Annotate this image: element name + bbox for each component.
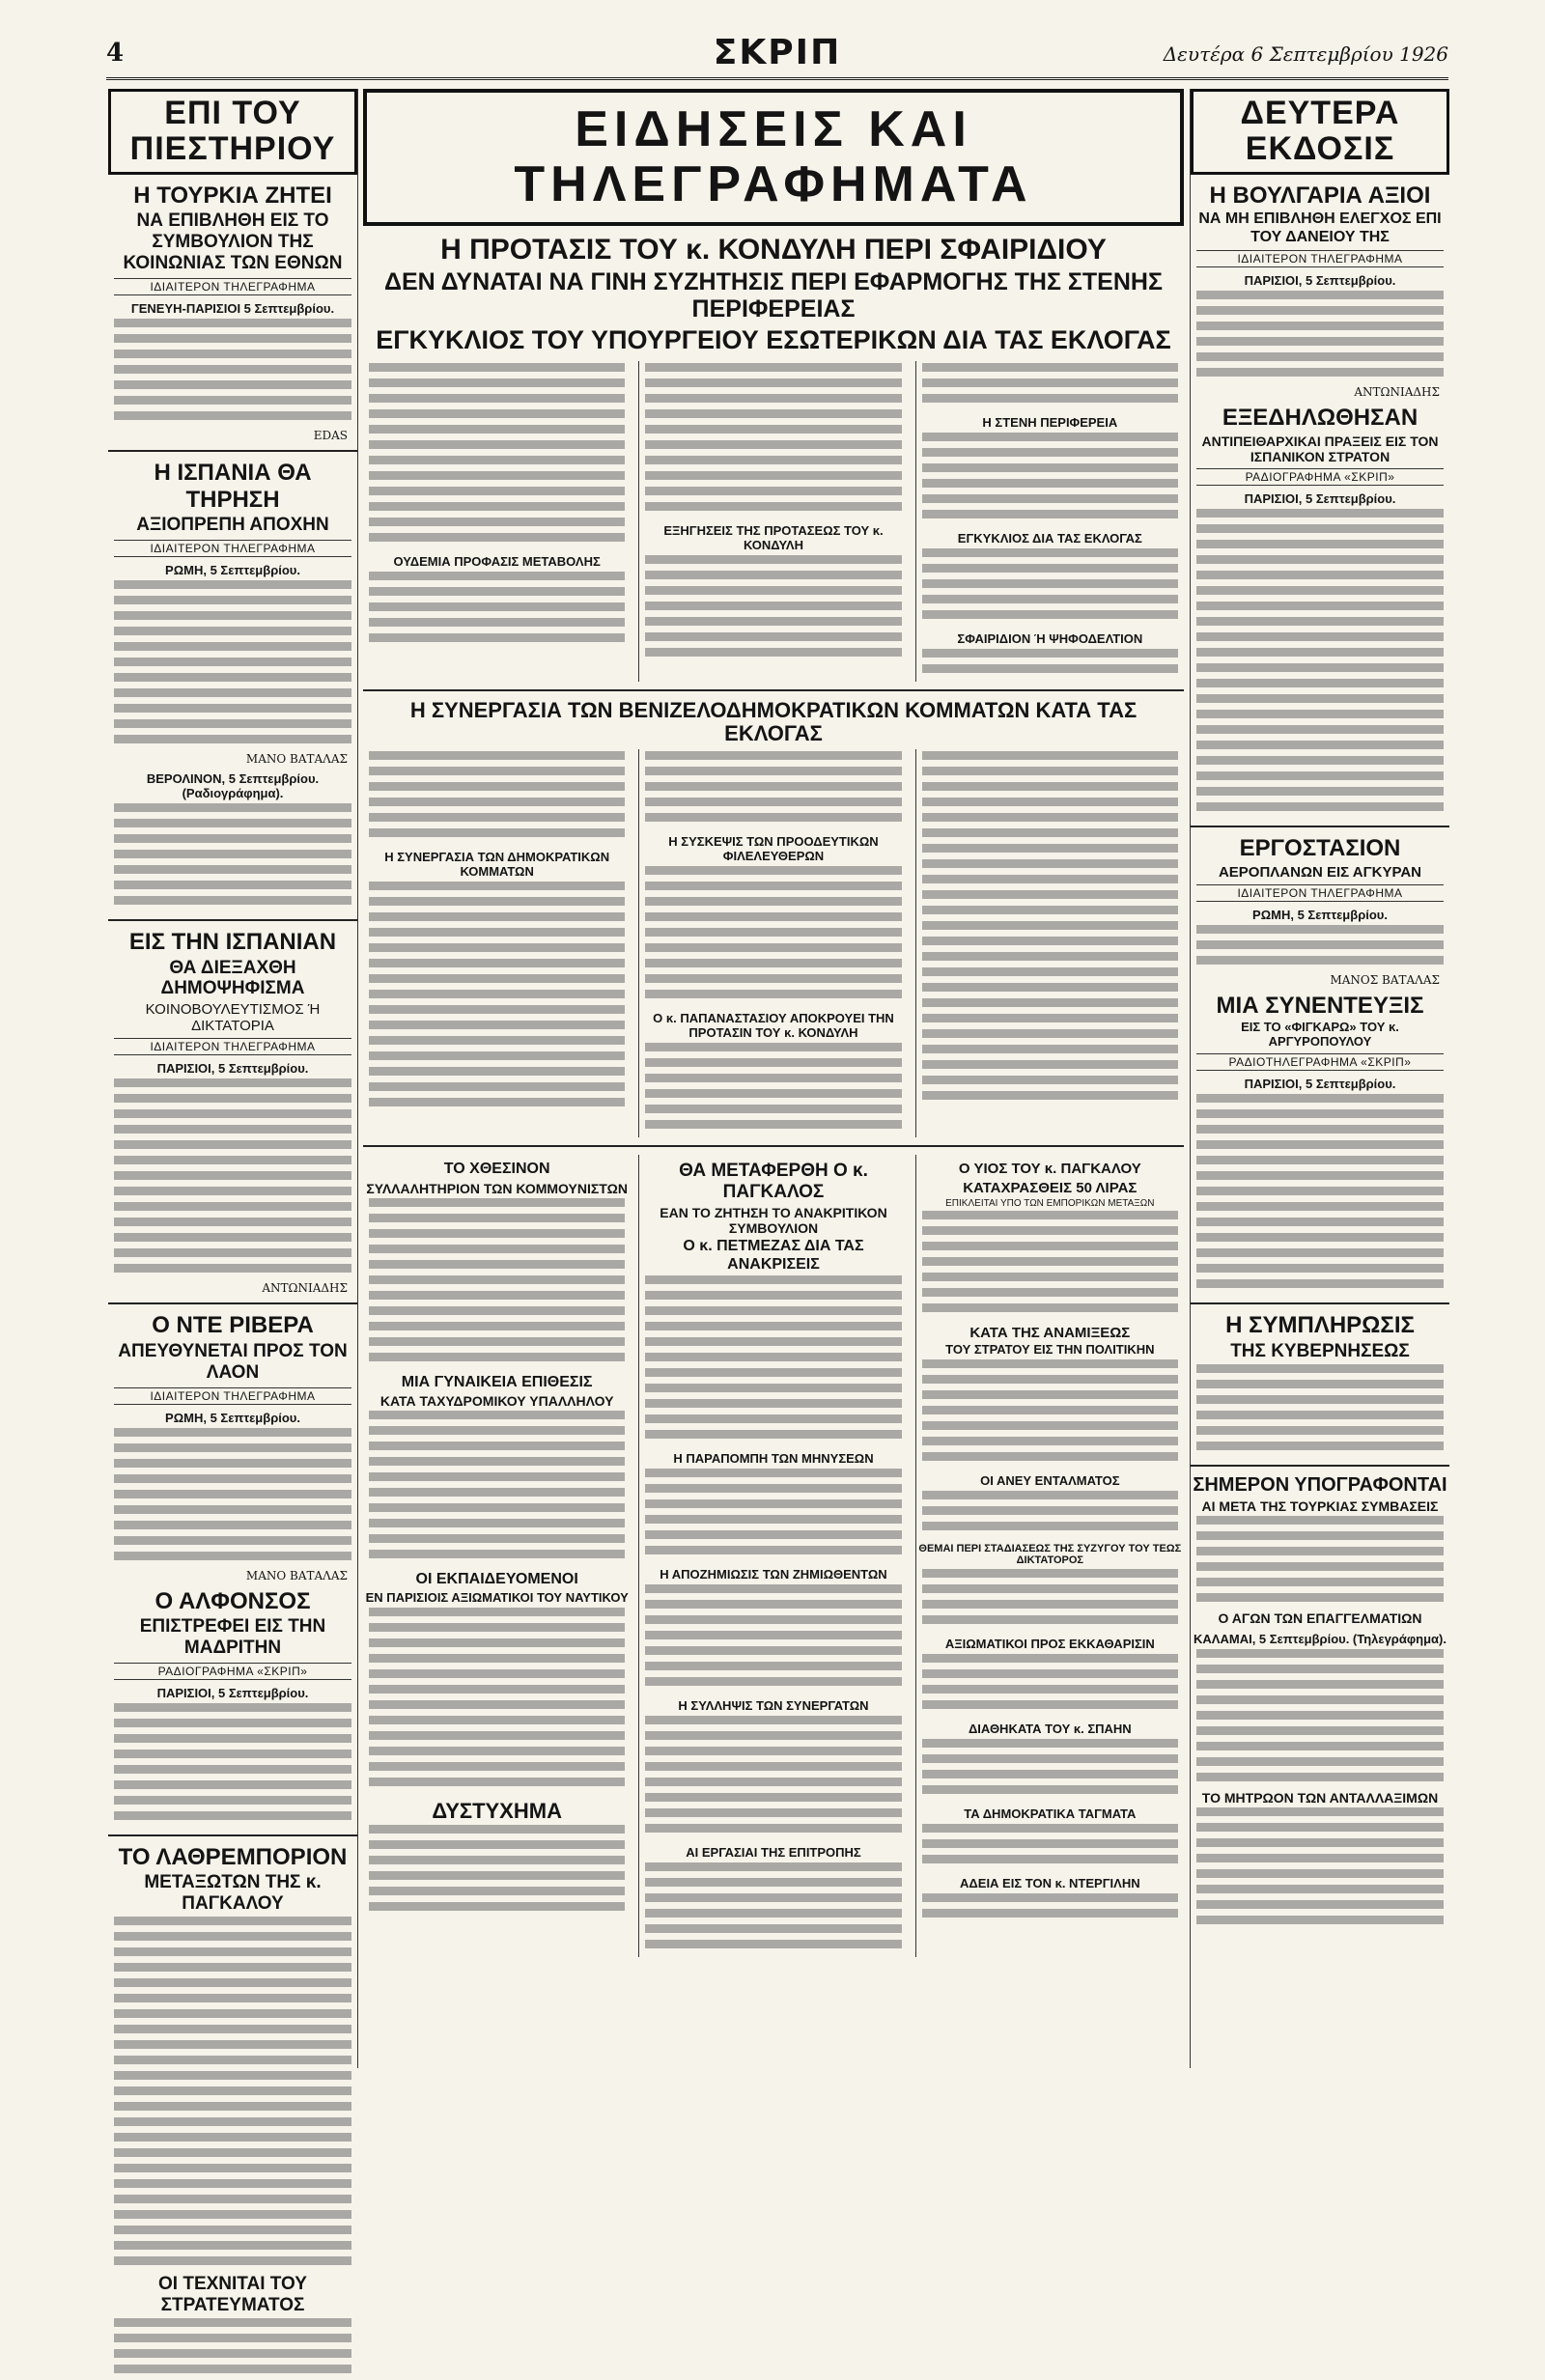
section-heading: ΘΕΜΑΙ ΠΕΡΙ ΣΤΑΔΙΑΣΕΩΣ ΤΗΣ ΣΥΖΥΓΟΥ ΤΟΥ ΤΕΩΣ ΔΙΚΤΑΤΟΡΟΣ [918,1543,1182,1567]
dateline: ΒΕΡΟΛΙΝΟΝ, 5 Σεπτεμβρίου. (Ραδιογράφημα). [146,770,320,800]
headline: ΚΑΤΑ ΤΗΣ ΑΝΑΜΙΞΕΩΣ [969,1324,1131,1341]
coop-headline: Η ΣΥΝΕΡΓΑΣΙΑ ΤΩΝ ΒΕΝΙΖΕΛΟΔΗΜΟΚΡΑΤΙΚΩΝ ΚΟΜΜΑΤΩΝ ΚΑΤΑ ΤΑΣ ΕΚΛΟΓΑΣ [409,698,1138,746]
article-bulgaria [1191,182,1449,399]
divider [108,450,357,452]
section-heading: Η ΣΤΕΝΗ ΠΕΡΙΦΕΡΕΙΑ [982,415,1118,431]
article-body [645,1584,901,1693]
wire-label: ΙΔΙΑΙΤΕΡΟΝ ΤΗΛΕΓΡΑΦΗΜΑ [1196,884,1444,902]
headline: Ο ΥΙΟΣ ΤΟΥ κ. ΠΑΓΚΑΛΟΥ [958,1161,1141,1178]
headline: ΤΟ ΜΗΤΡΩΟΝ ΤΩΝ ΑΝΤΑΛΛΑΞΙΜΩΝ [1201,1789,1439,1806]
section-heading: ΔΙΑΘΗΚΑΤΑ ΤΟΥ κ. ΣΠΑΗΝ [968,1722,1132,1737]
headline: ΔΥΣΤΥΧΗΜΑ [432,1798,562,1823]
dateline: ΡΩΜΗ, 5 Σεπτεμβρίου. [165,1410,300,1425]
article-body [922,363,1178,409]
divider [108,1302,357,1304]
article-body [114,1917,351,2272]
divider [363,1145,1184,1147]
subheadline: ΕΠΙΣΤΡΕΦΕΙ ΕΙΣ ΤΗΝ ΜΑΔΡΙΤΗΝ [139,1616,326,1658]
headline: ΤΟ ΛΑΘΡΕΜΠΟΡΙΟΝ [118,1843,348,1870]
article-body [1196,1094,1444,1295]
kicker: ΚΟΙΝΟΒΟΥΛΕΥΤΙΣΜΟΣ Ή ΔΙΚΤΑΤΟΡΙΑ [145,1001,321,1035]
article-body [922,1824,1178,1870]
article-body [922,1491,1178,1537]
article-body [1196,291,1444,383]
section-heading: ΤΑ ΔΗΜΟΚΡΑΤΙΚΑ ΤΑΓΜΑΤΑ [964,1806,1137,1822]
article-body [645,751,901,828]
headline: ΣΗΜΕΡΟΝ ΥΠΟΓΡΑΦΟΝΤΑΙ [1193,1473,1447,1496]
byline: EDAS [313,428,348,442]
section-heading: Η ΣΥΛΛΗΨΙΣ ΤΩΝ ΣΥΝΕΡΓΑΤΩΝ [678,1698,869,1714]
subheadline: ΑΕΡΟΠΛΑΝΩΝ ΕΙΣ ΑΓΚΥΡΑΝ [1218,863,1422,881]
article-professionals [1191,1610,1449,1788]
subheadline: ΝΑ ΜΗ ΕΠΙΒΛΗΘΗ ΕΛΕΓΧΟΣ ΕΠΙ ΤΟΥ ΔΑΝΕΙΟΥ ΤΗΣ [1198,210,1442,245]
article-technicians [108,2274,357,2380]
article-interview [1191,993,1449,1295]
article-body [1196,1649,1444,1788]
divider [108,919,357,921]
article-body [922,1359,1178,1468]
lead-subheadline: ΔΕΝ ΔΥΝΑΤΑΙ ΝΑ ΓΙΝΗ ΣΥΖΗΤΗΣΙΣ ΠΕΡΙ ΕΦΑΡΜΟΓΗΣ ΤΗΣ ΣΤΕΝΗΣ ΠΕΡΙΦΕΡΕΙΑΣ [384,268,1163,322]
section-heading: Η ΣΥΝΕΡΓΑΣΙΑ ΤΩΝ ΔΗΜΟΚΡΑΤΙΚΩΝ ΚΟΜΜΑΤΩΝ [384,850,610,880]
subheadline: ΤΟΥ ΣΤΡΑΤΟΥ ΕΙΣ ΤΗΝ ΠΟΛΙΤΙΚΗΝ [945,1342,1155,1358]
article-registry [1191,1790,1449,1931]
article-smuggling [108,1844,357,2272]
article-body [369,882,625,1113]
article-spain-referendum [108,929,357,1295]
lower-center [363,1155,1184,1957]
article-body [369,1608,625,1793]
section-heading: ΑΞΙΩΜΑΤΙΚΟΙ ΠΡΟΣ ΕΚΚΑΘΑΡΙΣΙΝ [944,1637,1155,1652]
article-body [922,649,1178,680]
headline: ΕΡΓΟΣΤΑΣΙΟΝ [1239,834,1401,861]
section-heading: ΟΙ ΑΝΕΥ ΕΝΤΑΛΜΑΤΟΣ [980,1473,1120,1489]
article-body [114,803,351,911]
article-body [1196,1516,1444,1609]
section-heading: Η ΠΑΡΑΠΟΜΠΗ ΤΩΝ ΜΗΝΥΣΕΩΝ [673,1451,874,1467]
article-body [922,548,1178,626]
divider [1191,1302,1449,1304]
section-heading: Ο κ. ΠΑΠΑΝΑΣΤΑΣΙΟΥ ΑΠΟΚΡΟΥΕΙ ΤΗΝ ΠΡΟΤΑΣΙΝ ΤΟΥ κ. ΚΟΝΔΥΛΗ [653,1011,894,1041]
dateline: ΚΑΛΑΜΑΙ, 5 Σεπτεμβρίου. (Τηλεγράφημα). [1194,1631,1447,1646]
article-body [114,1428,351,1567]
article-body [369,751,625,844]
headline: ΜΙΑ ΣΥΝΕΝΤΕΥΞΙΣ [1216,992,1424,1019]
article-aircraft [1191,835,1449,987]
subheadline: ΕΑΝ ΤΟ ΖΗΤΗΣΗ ΤΟ ΑΝΑΚΡΙΤΙΚΟΝ ΣΥΜΒΟΥΛΙΟΝ [660,1205,887,1237]
headline: Ο ΝΤΕ ΡΙΒΕΡΑ [152,1312,314,1339]
subheadline: ΚΑΤΑ ΤΑΧΥΔΡΟΜΙΚΟΥ ΥΠΑΛΛΗΛΟΥ [379,1393,614,1410]
article-body [922,1569,1178,1631]
article-body [369,1198,625,1368]
subheadline: ΑΝΤΙΠΕΙΘΑΡΧΙΚΑΙ ΠΡΑΞΕΙΣ ΕΙΣ ΤΟΝ ΙΣΠΑΝΙΚΟΝ ΣΤΡΑΤΟΝ [1201,433,1439,464]
dateline: ΠΑΡΙΣΙΟΙ, 5 Σεπτεμβρίου. [1244,1077,1396,1092]
divider [1191,826,1449,827]
center-column [363,89,1184,2068]
article-body [645,555,901,663]
byline: ΑΝΤΩΝΙΑΔΗΣ [262,1281,348,1296]
coop-article [363,699,1184,1137]
masthead [106,33,1448,80]
subheadline: ΑΙ ΜΕΤΑ ΤΗΣ ΤΟΥΡΚΙΑΣ ΣΥΜΒΑΣΕΙΣ [1201,1498,1439,1514]
issue-date: Δευτέρα 6 Σεπτεμβρίου 1926 [1163,42,1448,66]
article-body [645,1043,901,1135]
article-de-rivera [108,1312,357,1582]
headline: ΕΞΕΔΗΛΩΘΗΣΑΝ [1222,405,1419,432]
dateline: ΓΕΝΕΥΗ-ΠΑΡΙΣΙΟΙ 5 Σεπτεμβρίου. [130,300,335,316]
headline: Η ΤΟΥΡΚΙΑ ΖΗΤΕΙ [133,182,332,209]
article-body [369,363,625,548]
article-body [922,751,1178,1106]
article-turkey [108,182,357,442]
article-body [645,1862,901,1955]
subheadline: ΘΑ ΔΙΕΞΑΧΘΗ ΔΗΜΟΨΗΦΙΣΜΑ [160,957,305,999]
article-body [369,1825,625,1918]
article-body [1196,1807,1444,1931]
wire-label: ΡΑΔΙΟΓΡΑΦΗΜΑ «ΣΚΡΙΠ» [114,1663,351,1680]
lead-article [363,234,1184,682]
article-spanish-army [1191,405,1449,818]
subheadline: ΕΝ ΠΑΡΙΣΙΟΙΣ ΑΞΙΩΜΑΤΙΚΟΙ ΤΟΥ ΝΑΥΤΙΚΟΥ [365,1589,629,1605]
dateline: ΠΑΡΙΣΙΟΙ, 5 Σεπτεμβρίου. [1244,273,1396,289]
newspaper-name: ΣΚΡΙΠ [713,33,842,72]
lead-kicker: ΕΓΚΥΚΛΙΟΣ ΤΟΥ ΥΠΟΥΡΓΕΙΟΥ ΕΣΩΤΕΡΙΚΩΝ ΔΙΑ ΤΑΣ ΕΚΛΟΓΑΣ [376,325,1171,355]
article-government [1191,1312,1449,1456]
wire-label: ΙΔΙΑΙΤΕΡΟΝ ΤΗΛΕΓΡΑΦΗΜΑ [114,540,351,557]
article-body [922,1893,1178,1924]
article-treaties [1191,1474,1449,1609]
article-body [645,363,901,518]
subheadline: ΚΑΤΑΧΡΑΣΘΕΙΣ 50 ΛΙΡΑΣ [963,1179,1138,1196]
article-body [922,1654,1178,1716]
subheadline: ΝΑ ΕΠΙΒΛΗΘΗ ΕΙΣ ΤΟ ΣΥΜΒΟΥΛΙΟΝ ΤΗΣ ΚΟΙΝΩΝΙΑΣ ΤΩΝ ΕΘΝΩΝ [123,210,343,274]
article-body [369,1411,625,1565]
article-body [114,2318,351,2380]
subheadline: ΕΙΣ ΤΟ «ΦΙΓΚΑΡΩ» ΤΟΥ κ. ΑΡΓΥΡΟΠΟΥΛΟΥ [1241,1020,1399,1050]
article-body [922,433,1178,525]
subheadline: ΜΕΤΑΞΩΤΩΝ ΤΗΣ κ. ΠΑΓΚΑΛΟΥ [144,1872,322,1915]
article-body [645,866,901,1005]
dateline: ΠΑΡΙΣΙΟΙ, 5 Σεπτεμβρίου. [1244,490,1396,506]
kicker: ΕΠΙΚΛΕΙΤΑΙ ΥΠΟ ΤΩΝ ΕΜΠΟΡΙΚΩΝ ΜΕΤΑΞΩΝ [945,1197,1155,1209]
left-column [108,89,358,2315]
article-body [114,1078,351,1279]
article-body [922,1739,1178,1801]
headline: Η ΣΥΜΠΛΗΡΩΣΙΣ [1225,1312,1415,1339]
page-number: 4 [106,39,125,68]
section-heading: Η ΑΠΟΖΗΜΙΩΣΙΣ ΤΩΝ ΖΗΜΙΩΘΕΝΤΩΝ [660,1567,887,1582]
article-spain-dignity [108,460,357,911]
wire-label: ΙΔΙΑΙΤΕΡΟΝ ΤΗΛΕΓΡΑΦΗΜΑ [114,1387,351,1405]
article-body [645,1716,901,1839]
wire-label: ΡΑΔΙΟΤΗΛΕΓΡΑΦΗΜΑ «ΣΚΡΙΠ» [1196,1053,1444,1071]
article-body [1196,509,1444,818]
section-heading: Η ΣΥΣΚΕΨΙΣ ΤΩΝ ΠΡΟΟΔΕΥΤΙΚΩΝ ΦΙΛΕΛΕΥΘΕΡΩΝ [668,834,879,864]
divider [363,689,1184,691]
headline: ΟΙ ΕΚΠΑΙΔΕΥΟΜΕΝΟΙ [415,1571,578,1588]
article-body [114,319,351,427]
dateline: ΠΑΡΙΣΙΟΙ, 5 Σεπτεμβρίου. [156,1061,309,1077]
article-body [114,1703,351,1827]
article-body [1196,1364,1444,1457]
article-body [1196,925,1444,971]
byline: ΑΝΤΩΝΙΑΔΗΣ [1354,385,1440,400]
article-body [645,1469,901,1561]
section-heading: ΑΔΕΙΑ ΕΙΣ ΤΟΝ κ. ΝΤΕΡΓΙΛΗΝ [960,1876,1140,1891]
dateline: ΠΑΡΙΣΙΟΙ, 5 Σεπτεμβρίου. [156,1685,309,1700]
wire-label: ΡΑΔΙΟΓΡΑΦΗΜΑ «ΣΚΡΙΠ» [1196,468,1444,486]
subheadline: ΑΞΙΟΠΡΕΠΗ ΑΠΟΧΗΝ [136,515,329,536]
wire-label: ΙΔΙΑΙΤΕΡΟΝ ΤΗΛΕΓΡΑΦΗΜΑ [1196,250,1444,267]
kicker: Ο κ. ΠΕΤΜΕΖΑΣ ΔΙΑ ΤΑΣ ΑΝΑΚΡΙΣΕΙΣ [683,1238,864,1273]
wire-label: ΙΔΙΑΙΤΕΡΟΝ ΤΗΛΕΓΡΑΦΗΜΑ [114,1038,351,1055]
byline: ΜΑΝΟ ΒΑΤΑΛΑΣ [245,1568,348,1582]
section-heading: ΑΙ ΕΡΓΑΣΙΑΙ ΤΗΣ ΕΠΙΤΡΟΠΗΣ [686,1845,861,1861]
headline: ΟΙ ΤΕΧΝΙΤΑΙ ΤΟΥ ΣΤΡΑΤΕΥΜΑΤΟΣ [158,2274,307,2315]
divider [108,1834,357,1836]
left-banner: ΕΠΙ ΤΟΥ ΠΙΕΣΤΗΡΙΟΥ [108,89,357,175]
center-banner: ΕΙΔΗΣΕΙΣ ΚΑΙ ΤΗΛΕΓΡΑΦΗΜΑΤΑ [363,89,1184,226]
section-heading: ΟΥΔΕΜΙΑ ΠΡΟΦΑΣΙΣ ΜΕΤΑΒΟΛΗΣ [393,554,601,570]
dateline: ΡΩΜΗ, 5 Σεπτεμβρίου. [165,562,300,577]
lead-headline: Η ΠΡΟΤΑΣΙΣ ΤΟΥ κ. ΚΟΝΔΥΛΗ ΠΕΡΙ ΣΦΑΙΡΙΔΙΟΥ [440,234,1107,266]
wire-label: ΙΔΙΑΙΤΕΡΟΝ ΤΗΛΕΓΡΑΦΗΜΑ [114,278,351,295]
headline: Ο ΑΓΩΝ ΤΩΝ ΕΠΑΓΓΕΛΜΑΤΙΩΝ [1218,1610,1422,1626]
section-heading: ΕΞΗΓΗΣΕΙΣ ΤΗΣ ΠΡΟΤΑΣΕΩΣ ΤΟΥ κ. ΚΟΝΔΥΛΗ [663,523,884,553]
section-heading: ΣΦΑΙΡΙΔΙΟΝ Ή ΨΗΦΟΔΕΛΤΙΟΝ [957,631,1143,647]
article-body [645,1275,901,1445]
headline: Ο ΑΛΦΟΝΣΟΣ [154,1587,311,1614]
article-body [114,580,351,750]
byline: ΜΑΝΟ ΒΑΤΑΛΑΣ [245,751,348,766]
headline: ΘΑ ΜΕΤΑΦΕΡΘΗ Ο κ. ΠΑΓΚΑΛΟΣ [679,1161,868,1203]
right-banner: ΔΕΥΤΕΡΑ ΕΚΔΟΣΙΣ [1191,89,1449,175]
headline: ΤΟ ΧΘΕΣΙΝΟΝ [443,1161,550,1178]
divider [1191,1465,1449,1467]
article-body [369,572,625,649]
article-body [922,1211,1178,1319]
byline: ΜΑΝΟΣ ΒΑΤΑΛΑΣ [1330,972,1440,987]
headline: Η ΙΣΠΑΝΙΑ ΘΑ ΤΗΡΗΣΗ [154,459,312,513]
subheadline: ΣΥΛΛΑΛΗΤΗΡΙΟΝ ΤΩΝ ΚΟΜΜΟΥΝΙΣΤΩΝ [366,1180,628,1196]
dateline: ΡΩΜΗ, 5 Σεπτεμβρίου. [1252,907,1388,922]
section-heading: ΕΓΚΥΚΛΙΟΣ ΔΙΑ ΤΑΣ ΕΚΛΟΓΑΣ [957,531,1142,546]
headline: Η ΒΟΥΛΓΑΡΙΑ ΑΞΙΟΙ [1209,182,1431,209]
subheadline: ΤΗΣ ΚΥΒΕΡΝΗΣΕΩΣ [1230,1340,1410,1361]
article-alfonso [108,1588,357,1827]
headline: ΕΙΣ ΤΗΝ ΙΣΠΑΝΙΑΝ [128,928,337,955]
subheadline: ΑΠΕΥΘΥΝΕΤΑΙ ΠΡΟΣ ΤΟΝ ΛΑΟΝ [118,1340,348,1383]
right-column [1190,89,1449,2068]
headline: ΜΙΑ ΓΥΝΑΙΚΕΙΑ ΕΠΙΘΕΣΙΣ [401,1373,593,1390]
